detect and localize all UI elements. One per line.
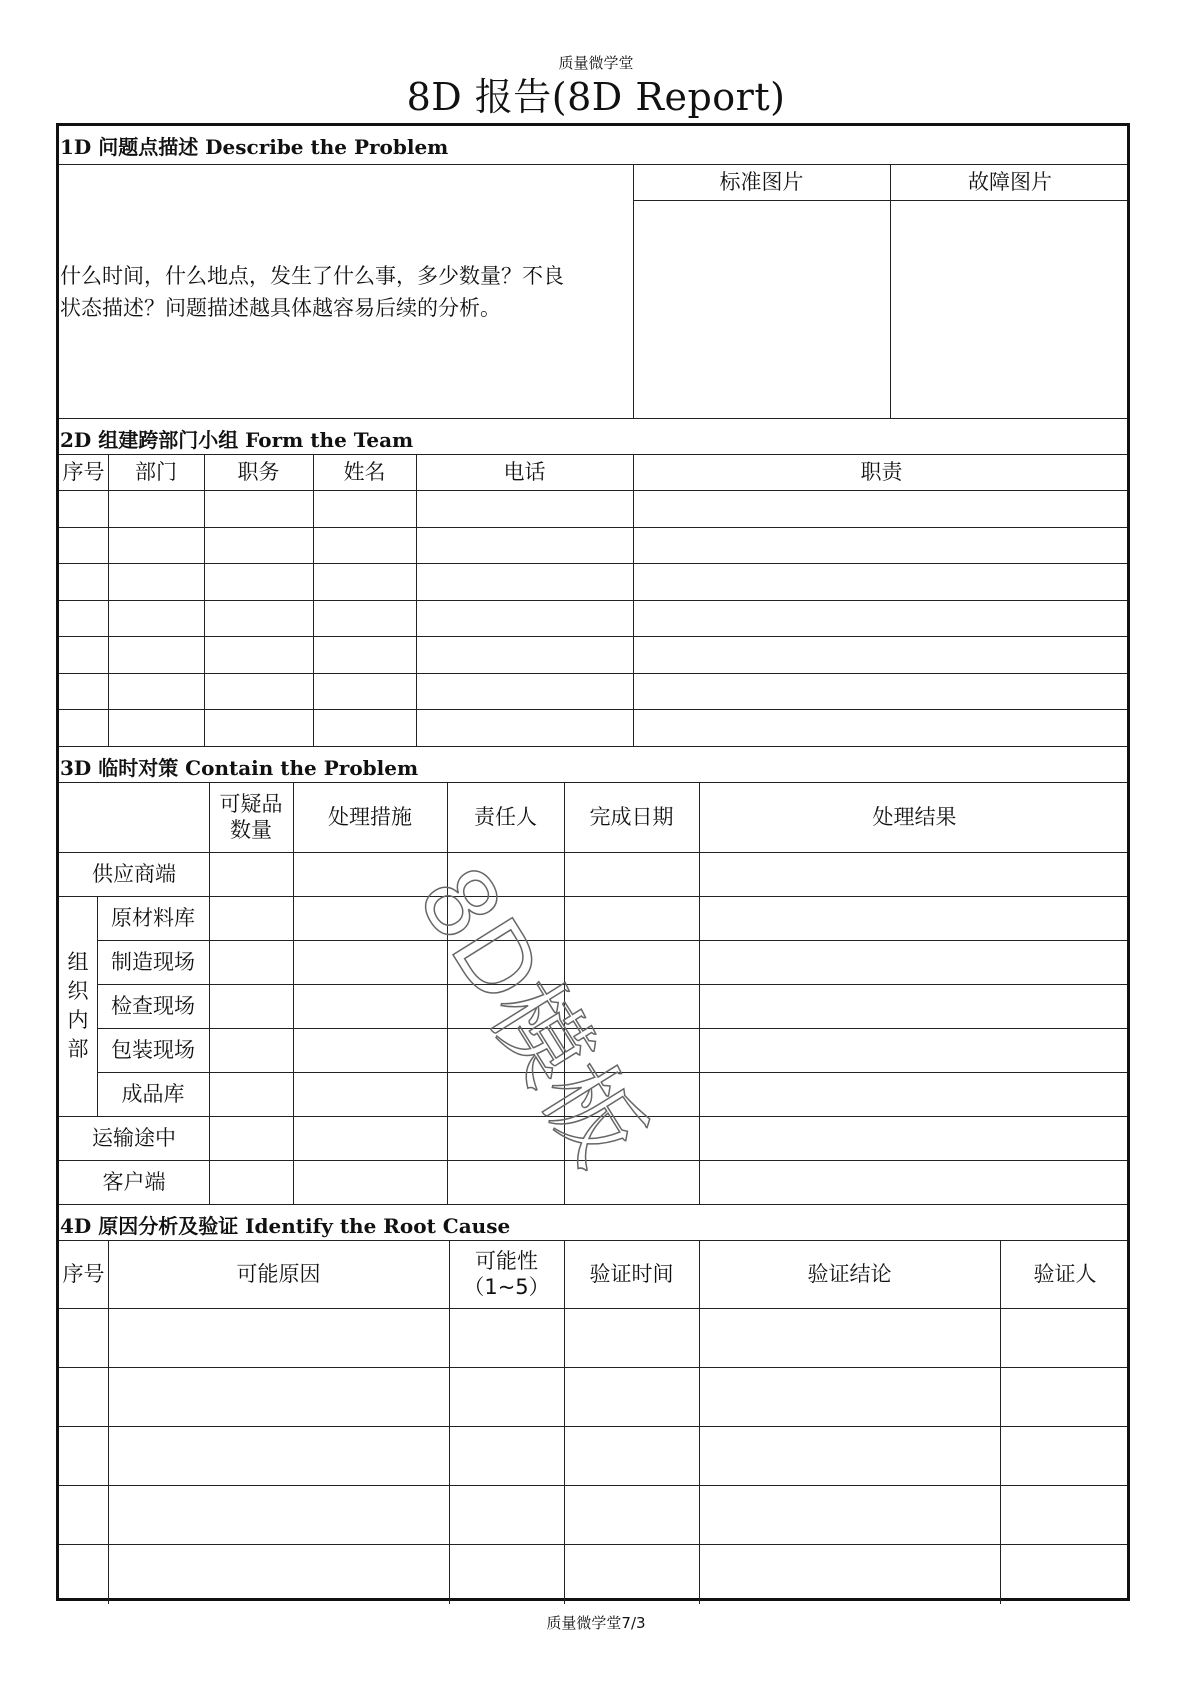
grid-line bbox=[97, 1072, 1127, 1073]
grid-line bbox=[59, 418, 1127, 419]
grid-line bbox=[97, 1028, 1127, 1029]
grid-line bbox=[204, 454, 205, 746]
grid-line bbox=[59, 896, 1127, 897]
column-header-verifier: 验证人 bbox=[1033, 1261, 1097, 1286]
grid-line bbox=[59, 1544, 1127, 1545]
report-title: 8D 报告(8D Report) bbox=[406, 75, 786, 119]
report-form bbox=[56, 123, 1130, 1601]
column-header-position: 职务 bbox=[237, 459, 280, 484]
organization-name: 质量微学堂 bbox=[558, 54, 634, 72]
column-header-name: 姓名 bbox=[343, 459, 386, 484]
row-group-internal-char: 内 bbox=[67, 1008, 89, 1032]
grid-line bbox=[59, 490, 1127, 491]
column-header-verify-time: 验证时间 bbox=[589, 1261, 674, 1286]
section-2d-title: 2D 组建跨部门小组 Form the Team bbox=[60, 428, 414, 452]
grid-line bbox=[59, 1116, 1127, 1117]
row-label-packaging: 包装现场 bbox=[111, 1037, 195, 1062]
grid-line bbox=[313, 454, 314, 746]
column-header-verify-result: 验证结论 bbox=[807, 1261, 892, 1286]
row-group-internal-char: 组 bbox=[67, 950, 89, 974]
grid-line bbox=[59, 563, 1127, 564]
grid-line bbox=[890, 164, 891, 418]
column-header-owner: 责任人 bbox=[474, 804, 537, 829]
grid-line bbox=[59, 1204, 1127, 1205]
column-header-department: 部门 bbox=[135, 459, 177, 484]
column-header-possible-cause: 可能原因 bbox=[236, 1261, 321, 1286]
watermark-text: 8D模板 bbox=[396, 847, 665, 1185]
column-header-complete-date: 完成日期 bbox=[589, 804, 674, 829]
section-1d-title: 1D 问题点描述 Describe the Problem bbox=[60, 135, 449, 159]
grid-line bbox=[59, 746, 1127, 747]
grid-line bbox=[59, 1367, 1127, 1368]
column-header-suspect-qty-line: 可疑品 bbox=[219, 791, 283, 816]
row-label-raw-material: 原材料库 bbox=[111, 905, 195, 930]
problem-description[interactable] bbox=[60, 260, 564, 324]
grid-line bbox=[633, 200, 1127, 201]
column-header-suspect-qty bbox=[209, 782, 293, 852]
row-label-manufacturing: 制造现场 bbox=[111, 949, 195, 974]
row-label-customer: 客户端 bbox=[102, 1169, 166, 1194]
row-group-internal-char: 织 bbox=[67, 979, 89, 1003]
fault-image-area[interactable] bbox=[892, 202, 1128, 416]
row-group-internal bbox=[59, 896, 97, 1116]
row-label-supplier: 供应商端 bbox=[92, 861, 176, 886]
column-header-possibility bbox=[449, 1240, 564, 1308]
grid-line bbox=[59, 852, 1127, 853]
section-3d-title: 3D 临时对策 Contain the Problem bbox=[60, 756, 419, 780]
row-label-in-transit: 运输途中 bbox=[92, 1125, 176, 1150]
grid-line bbox=[59, 673, 1127, 674]
column-header-suspect-qty-line: 数量 bbox=[230, 818, 272, 842]
column-header-result: 处理结果 bbox=[872, 804, 957, 829]
grid-line bbox=[59, 600, 1127, 601]
section-4d-title: 4D 原因分析及验证 Identify the Root Cause bbox=[60, 1214, 511, 1238]
column-header-no: 序号 bbox=[62, 459, 105, 484]
grid-line bbox=[633, 454, 634, 746]
grid-line bbox=[633, 164, 634, 418]
grid-line bbox=[59, 1160, 1127, 1161]
grid-line bbox=[59, 1485, 1127, 1486]
row-label-finished-goods: 成品库 bbox=[121, 1081, 185, 1106]
problem-description-line: 什么时间，什么地点，发生了什么事，多少数量？不良 bbox=[60, 264, 564, 288]
column-header-responsibility: 职责 bbox=[860, 459, 903, 484]
grid-line bbox=[108, 454, 109, 746]
page-footer: 质量微学堂7/3 bbox=[546, 1614, 646, 1632]
grid-line bbox=[97, 940, 1127, 941]
column-header-no: 序号 bbox=[62, 1261, 105, 1286]
column-header-possibility-line: 可能性 bbox=[475, 1248, 538, 1273]
grid-line bbox=[59, 1426, 1127, 1427]
row-group-internal-char: 部 bbox=[67, 1037, 89, 1061]
grid-line bbox=[59, 636, 1127, 637]
row-label-inspection: 检查现场 bbox=[111, 993, 195, 1018]
problem-description-line: 状态描述？问题描述越具体越容易后续的分析。 bbox=[60, 296, 501, 320]
grid-line bbox=[59, 1308, 1127, 1309]
grid-line bbox=[416, 454, 417, 746]
column-header-possibility-line: （1~5） bbox=[463, 1275, 550, 1299]
grid-line bbox=[97, 984, 1127, 985]
standard-image-area[interactable] bbox=[635, 202, 888, 416]
fault-image-label: 故障图片 bbox=[968, 169, 1052, 194]
standard-image-label: 标准图片 bbox=[719, 169, 804, 194]
grid-line bbox=[59, 709, 1127, 710]
grid-line bbox=[59, 527, 1127, 528]
column-header-phone: 电话 bbox=[503, 459, 546, 484]
column-header-measure: 处理措施 bbox=[328, 804, 412, 829]
